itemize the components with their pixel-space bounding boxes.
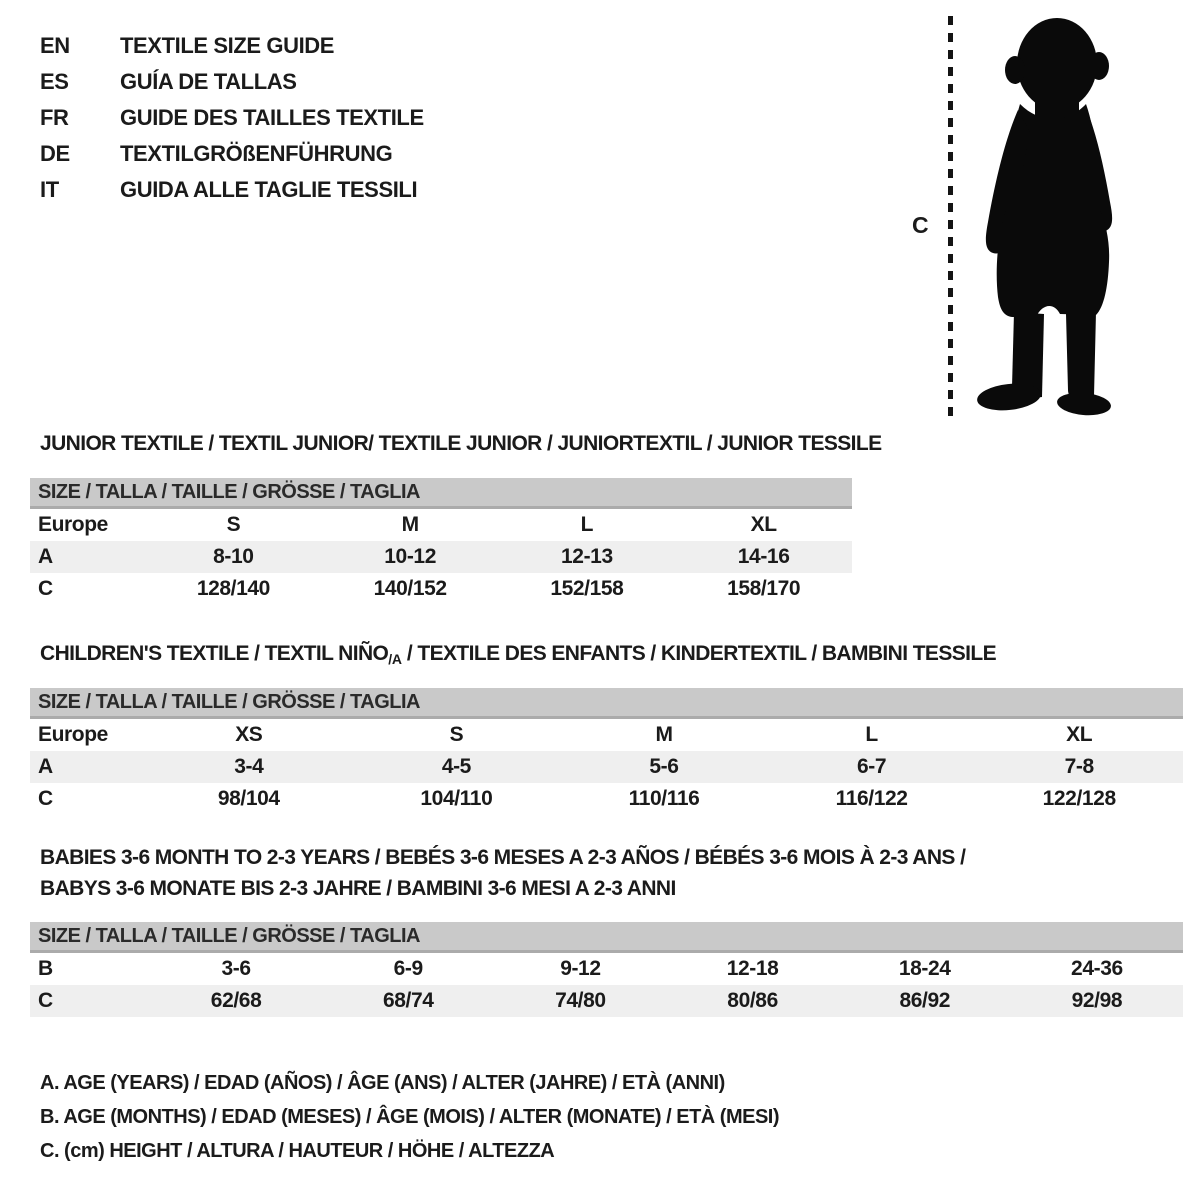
children-heading-suffix: / TEXTILE DES ENFANTS / KINDERTEXTIL / BAMBINI TESSILE [401,642,997,665]
babies-size-table [30,922,1183,1017]
age-cell: 4-5 [441,755,471,778]
language-code: ES [40,69,69,94]
row-label: A [38,545,53,568]
height-cell: 122/128 [1042,787,1116,810]
footnote-height-cm: C. (cm) HEIGHT / ALTURA / HAUTEUR / HÖHE / ALTEZZA [40,1140,555,1162]
height-measure-label: C [912,212,929,238]
junior-size-bar: SIZE / TALLA / TAILLE / GRÖSSE / TAGLIA [30,478,852,509]
age-cell: 12-13 [561,545,613,568]
height-cell: 80/86 [727,989,778,1012]
age-cell: 18-24 [898,957,951,980]
age-cell: 3-6 [221,957,251,980]
guide-title-de: TEXTILGRÖßENFÜHRUNG [120,141,393,166]
row-label: C [38,989,53,1012]
language-row-es [40,64,424,100]
guide-title-es: GUÍA DE TALLAS [120,69,297,94]
height-cell: 110/116 [628,787,700,810]
babies-heading-line2: BABYS 3-6 MONATE BIS 2-3 JAHRE / BAMBINI 3-6 MESI A 2-3 ANNI [40,877,676,900]
height-cell: 104/110 [420,787,493,810]
language-row-en [40,28,424,64]
height-cell: 62/68 [210,989,262,1012]
height-cell: 158/170 [727,577,801,600]
age-cell: 9-12 [560,957,601,980]
size-cell: S [449,723,464,746]
language-code: IT [40,177,59,202]
height-cell: 116/122 [835,787,908,810]
height-cell: 152/158 [550,577,624,600]
size-cell: XL [1066,723,1093,746]
age-cell: 6-9 [393,957,423,980]
table-row [30,509,852,541]
babies-section-heading [40,842,965,904]
language-title-list [40,28,424,208]
guide-title-it: GUIDA ALLE TAGLIE TESSILI [120,177,418,202]
age-cell: 8-10 [213,545,254,568]
children-heading-prefix: CHILDREN'S TEXTILE / TEXTIL NIÑO [40,642,389,665]
size-cell: M [401,513,419,536]
row-label: C [38,787,53,810]
age-cell: 12-18 [726,957,779,980]
babies-size-bar: SIZE / TALLA / TAILLE / GRÖSSE / TAGLIA [30,922,1183,953]
age-cell: 3-4 [234,755,264,778]
table-row [30,985,1183,1017]
size-cell: XS [235,723,263,746]
children-size-table [30,688,1183,815]
language-row-de [40,136,424,172]
language-code: EN [40,33,70,58]
language-code: FR [40,105,69,130]
size-cell: L [865,723,878,746]
footnote-age-years: A. AGE (YEARS) / EDAD (AÑOS) / ÂGE (ANS) / ALTER (JAHRE) / ETÀ (ANNI) [40,1072,725,1094]
table-row [30,953,1183,985]
age-cell: 6-7 [857,755,887,778]
footnote-age-months: B. AGE (MONTHS) / EDAD (MESES) / ÂGE (MOIS) / ALTER (MONATE) / ETÀ (MESI) [40,1106,780,1128]
age-cell: 24-36 [1071,957,1123,980]
age-cell: 14-16 [737,545,790,568]
row-label: Europe [38,513,108,536]
height-cell: 68/74 [382,989,434,1012]
table-row [30,719,1183,751]
language-row-it [40,172,424,208]
size-cell: L [580,513,594,536]
table-row [30,573,852,605]
table-row [30,783,1183,815]
children-size-bar: SIZE / TALLA / TAILLE / GRÖSSE / TAGLIA [30,688,1183,719]
language-code: DE [40,141,70,166]
age-cell: 7-8 [1064,755,1094,778]
babies-heading-line1: BABIES 3-6 MONTH TO 2-3 YEARS / BEBÉS 3-6 MESES A 2-3 AÑOS / BÉBÉS 3-6 MOIS À 2-3 ANS / [40,846,966,869]
age-cell: 10-12 [384,545,436,568]
height-measure-dashed-line [948,16,953,416]
height-cell: 128/140 [196,577,270,600]
size-cell: S [226,513,241,536]
row-label: C [38,577,53,600]
language-row-fr [40,100,424,136]
baby-silhouette-icon [962,12,1140,424]
children-section-heading [40,642,996,666]
junior-section-heading: JUNIOR TEXTILE / TEXTIL JUNIOR/ TEXTILE JUNIOR / JUNIORTEXTIL / JUNIOR TESSILE [40,432,882,455]
height-cell: 74/80 [555,989,606,1012]
guide-title-fr: GUIDE DES TAILLES TEXTILE [120,105,424,130]
table-row [30,541,852,573]
table-row [30,751,1183,783]
height-cell: 92/98 [1071,989,1123,1012]
children-heading-subscript: /A [388,651,402,667]
height-cell: 98/104 [217,787,280,810]
row-label: B [38,957,53,980]
height-cell: 86/92 [899,989,951,1012]
age-cell: 5-6 [649,755,679,778]
footnote-legend [40,1066,779,1168]
size-cell: M [655,723,673,746]
row-label: A [38,755,53,778]
junior-size-table [30,478,852,605]
row-label: Europe [38,723,108,746]
height-cell: 140/152 [373,577,447,600]
guide-title-en: TEXTILE SIZE GUIDE [120,33,335,58]
size-cell: XL [750,513,777,536]
